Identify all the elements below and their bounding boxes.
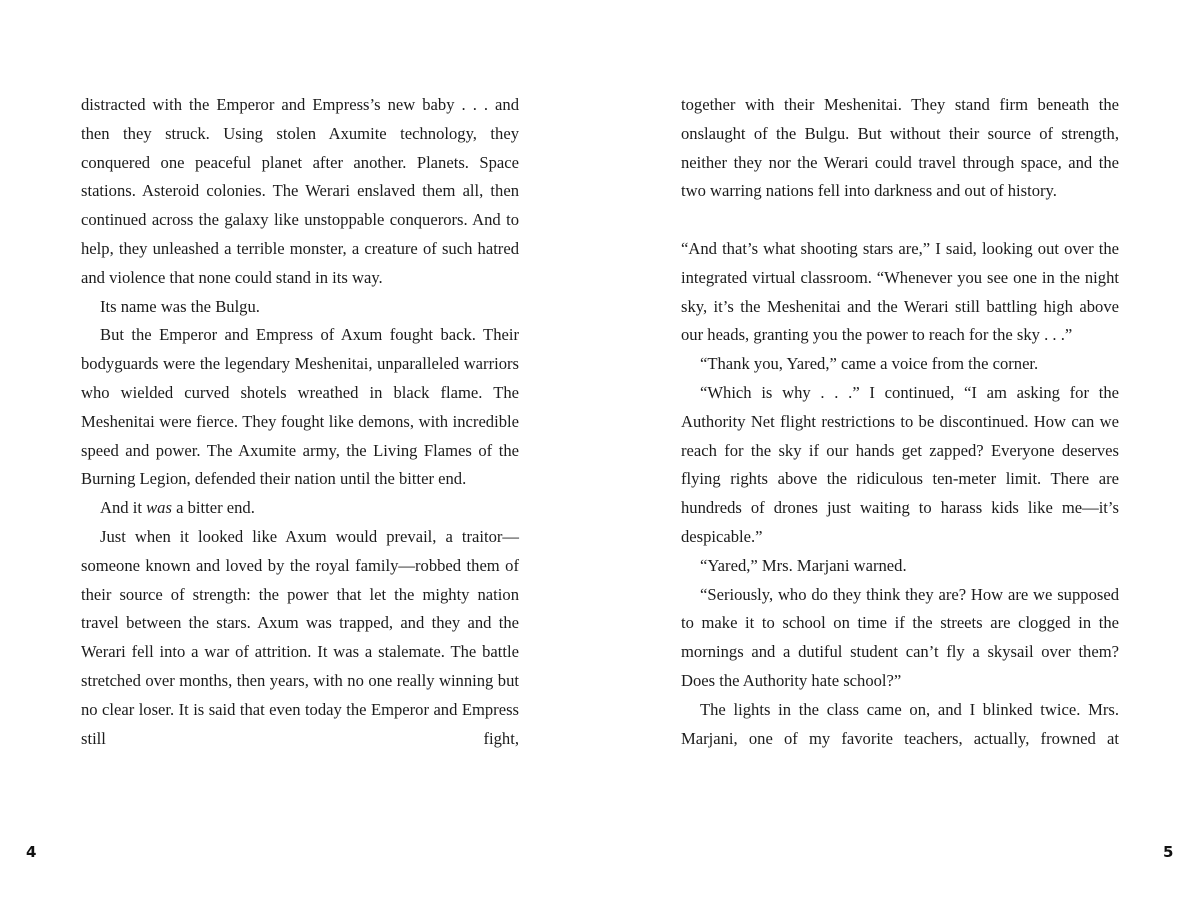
right-paragraph-3	[681, 350, 1119, 379]
right-paragraph-7	[681, 696, 1119, 754]
text-run: a bitter end.	[171, 498, 255, 518]
text-run: The lights in the class came on, and I blinked twice. Mrs. Marjani, one of my favorite teachers, actually, frowned at	[681, 699, 1119, 748]
right-paragraph-2	[681, 235, 1119, 350]
right-paragraph-6	[681, 581, 1119, 696]
text-run: Its name was the Bulgu.	[100, 296, 260, 316]
right-page-text	[681, 91, 1119, 753]
text-run: distracted with the Emperor and Empress’s new baby . . . and then they struck. Using stolen Axumite technology, they conquered one peaceful planet after another. Planets. Space stations. Asteroid colonies. The Werari enslaved them all, then continued across the galaxy like unstoppable conquerors. And to help, they unleashed a terrible monster, a creature of such hatred and violence that none could stand in its way.	[81, 95, 519, 287]
page-number-left: 4	[26, 843, 37, 861]
text-run: “Which is why . . .” I continued, “I am asking for the Authority Net flight restrictions to be discontinued. How can we reach for the sky if our hands get zapped? Everyone deserves flying rights above the ridiculous ten-meter limit. There are hundreds of drones just waiting to harass kids like me—it’s despicable.”	[681, 382, 1119, 546]
text-run: Just when it looked like Axum would prevail, a traitor—someone known and loved by the royal family—robbed them of their source of strength: the power that let the mighty nation travel between the stars. Axum was trapped, and they and the Werari fell into a war of attrition. It was a stalemate. The battle stretched over months, then years, with no one really winning but no clear loser. It is said that even today the Emperor and Empress still fight,	[81, 526, 519, 748]
right-paragraph-1	[681, 91, 1119, 206]
text-run: And it	[100, 498, 147, 518]
text-run: “And that’s what shooting stars are,” I said, looking out over the integrated virtual classroom. “Whenever you see one in the night sky, it’s the Meshenitai and the Werari still battling high above our heads, granting you the power to reach for the sky . . .”	[681, 238, 1119, 345]
text-run: But the Emperor and Empress of Axum fought back. Their bodyguards were the legendary Meshenitai, unparalleled warriors who wielded curved shotels wreathed in black flame. The Meshenitai were fierce. They fought like demons, with incredible speed and power. The Axumite army, the Living Flames of the Burning Legion, defended their nation until the bitter end.	[81, 325, 519, 489]
text-run: together with their Meshenitai. They stand firm beneath the onslaught of the Bulgu. But without their source of strength, neither they nor the Werari could travel through space, and the two warring nations fell into darkness and out of history.	[681, 95, 1119, 201]
left-paragraph-4	[81, 494, 519, 523]
text-run: “Seriously, who do they think they are? How are we supposed to make it to school on time if the streets are clogged in the mornings and a dutiful student can’t fly a skysail over them? Does the Authority hate school?”	[681, 584, 1119, 690]
text-run: “Thank you, Yared,” came a voice from the corner.	[700, 354, 1039, 374]
text-run: “Yared,” Mrs. Marjani warned.	[700, 555, 907, 575]
right-paragraph-4	[681, 379, 1119, 552]
left-page-text	[81, 91, 519, 753]
left-paragraph-5	[81, 523, 519, 753]
left-paragraph-3	[81, 321, 519, 494]
left-paragraph-2	[81, 293, 519, 322]
right-paragraph-5	[681, 552, 1119, 581]
left-paragraph-1	[81, 91, 519, 293]
italic-emphasis: was	[146, 498, 172, 518]
page-number-right: 5	[1163, 843, 1174, 861]
